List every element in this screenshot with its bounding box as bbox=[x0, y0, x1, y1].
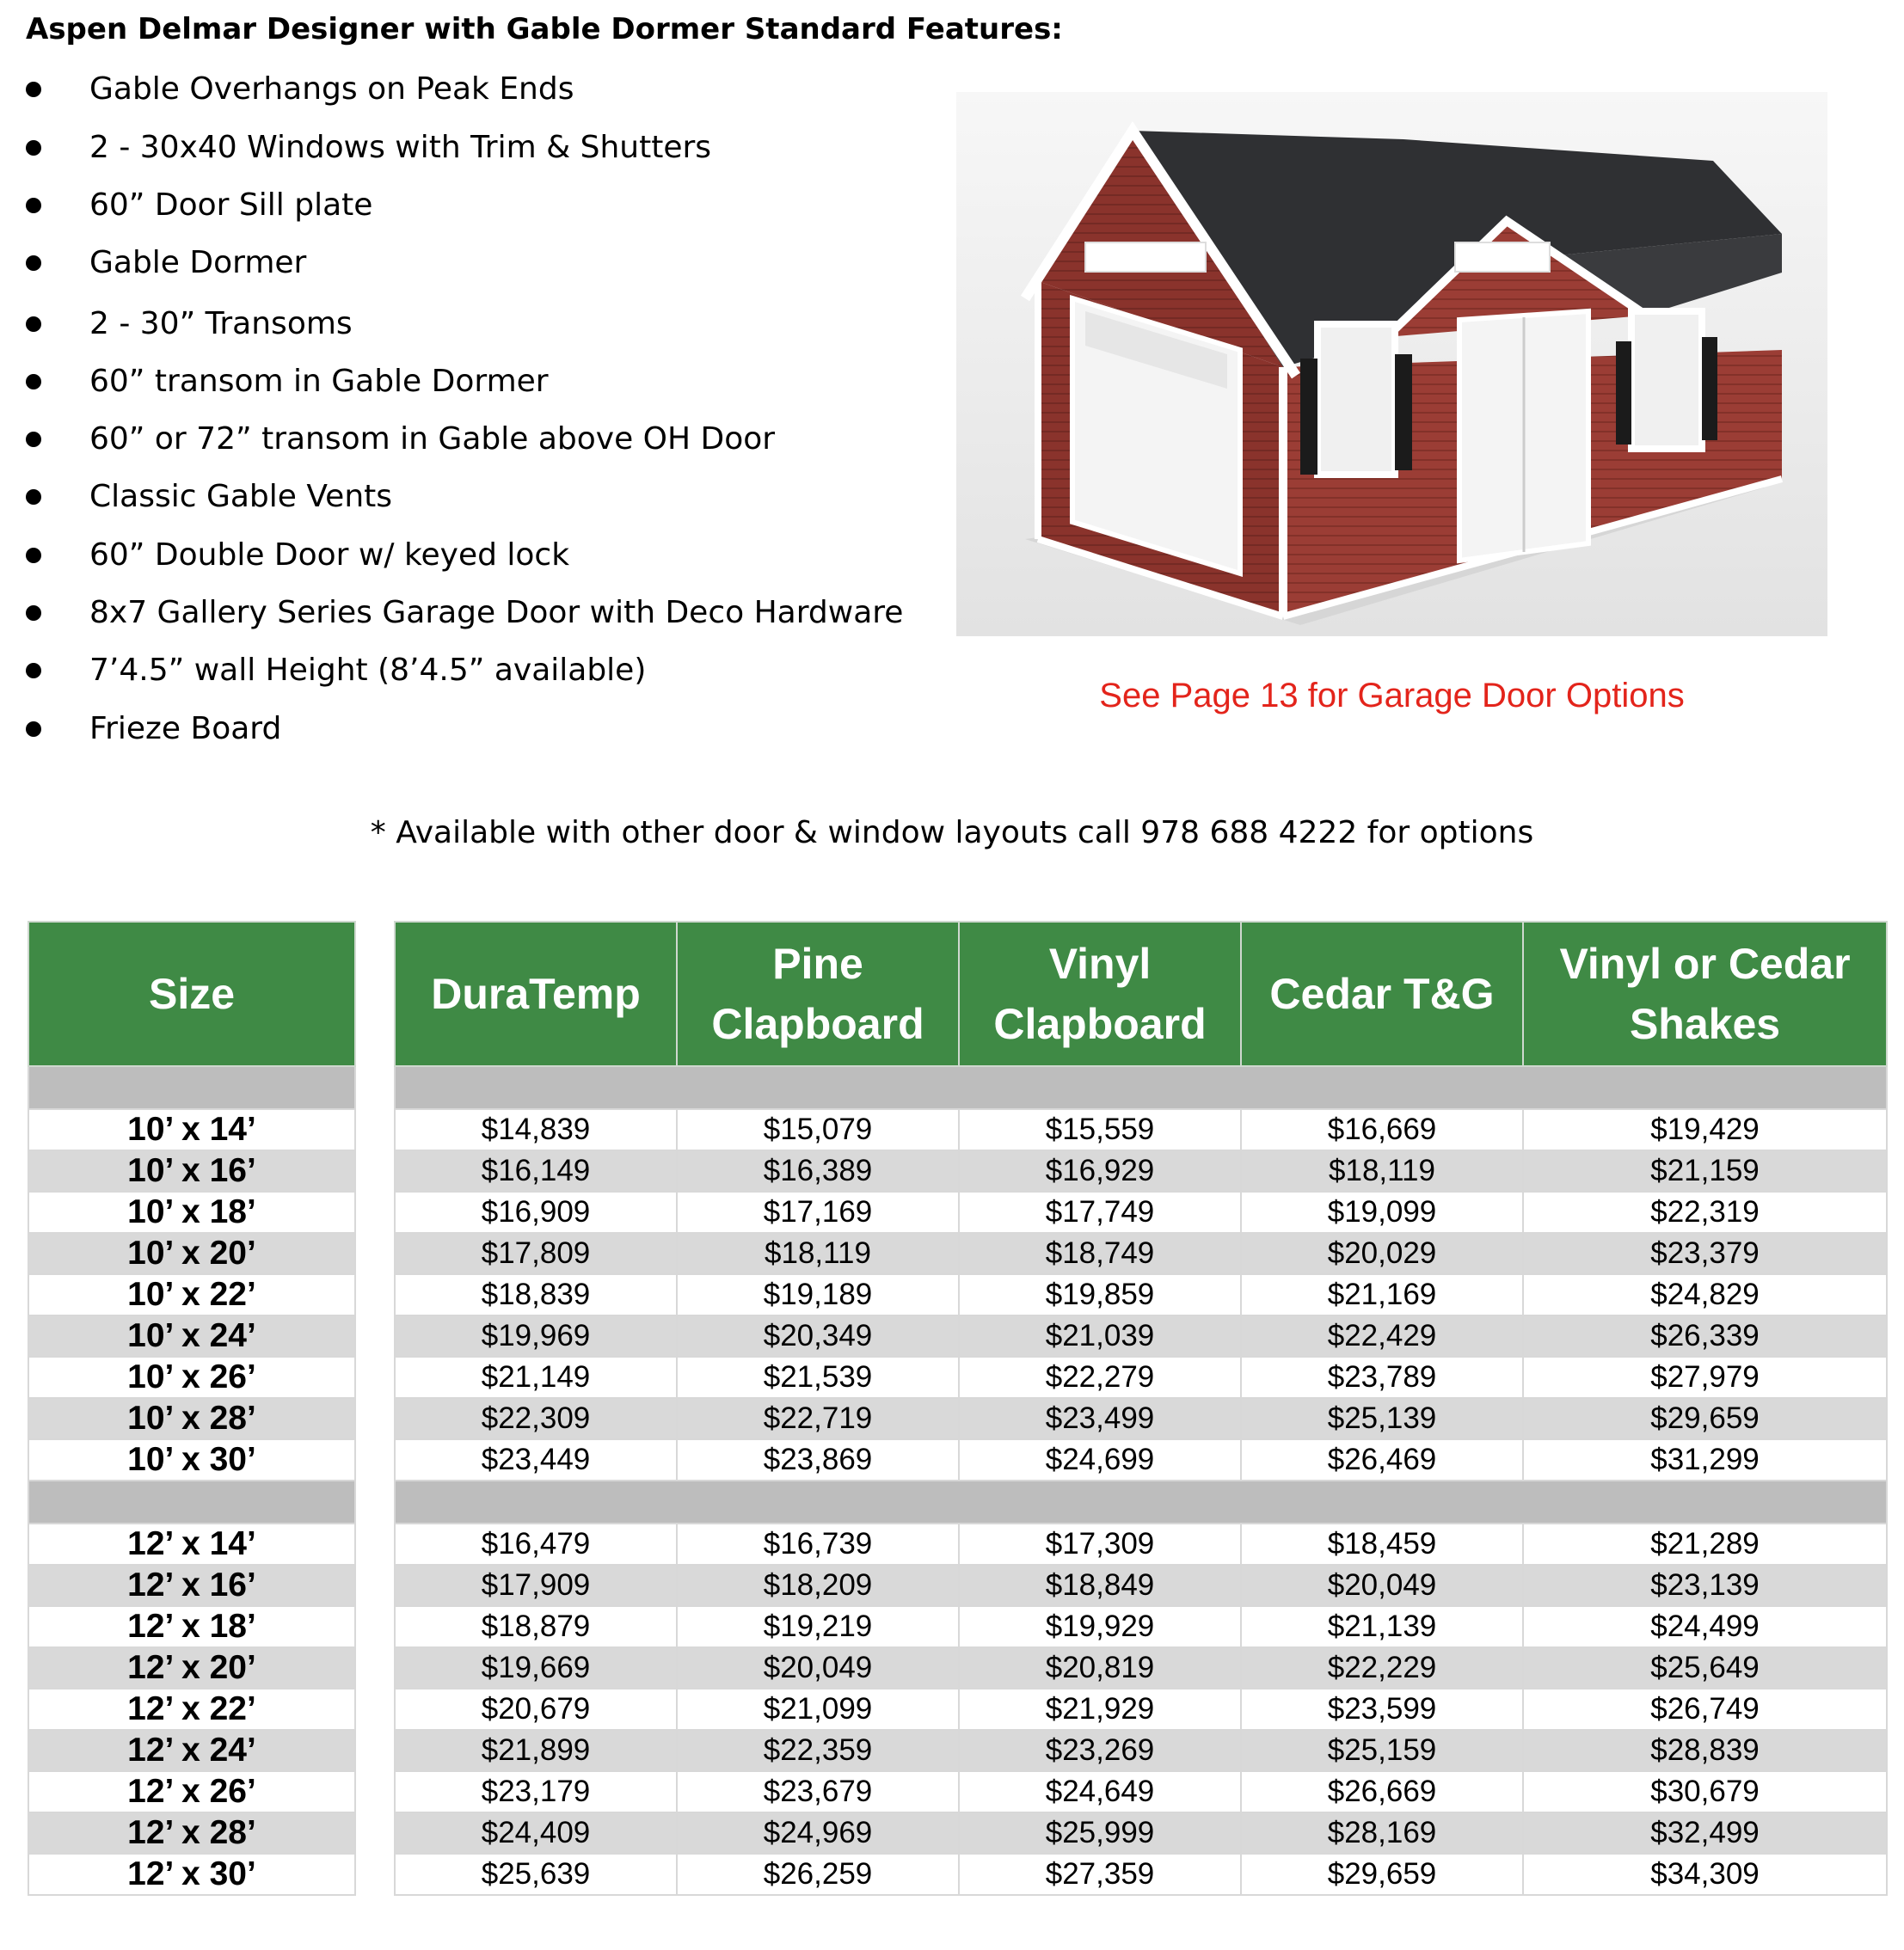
price-cell: $22,719 bbox=[677, 1398, 959, 1439]
table-row bbox=[28, 1812, 355, 1854]
table-row bbox=[28, 1439, 355, 1481]
bullet-icon bbox=[26, 548, 41, 563]
separator-cell bbox=[395, 1066, 1887, 1109]
table-row bbox=[395, 1315, 1887, 1357]
feature-text: Frieze Board bbox=[89, 711, 282, 746]
price-cell: $19,859 bbox=[959, 1274, 1241, 1315]
size-cell: 10’ x 14’ bbox=[28, 1109, 355, 1150]
table-row bbox=[395, 1233, 1887, 1274]
price-cell: $17,909 bbox=[395, 1565, 677, 1606]
price-cell: $18,119 bbox=[1241, 1150, 1523, 1192]
table-row bbox=[28, 1524, 355, 1565]
table-row bbox=[395, 1730, 1887, 1771]
feature-text: 8x7 Gallery Series Garage Door with Deco Hardware bbox=[89, 595, 904, 630]
bullet-icon bbox=[26, 374, 41, 389]
group-separator bbox=[28, 1066, 355, 1109]
table-row bbox=[395, 1771, 1887, 1812]
bullet-icon bbox=[26, 198, 41, 213]
price-cell: $16,909 bbox=[395, 1192, 677, 1233]
size-header: Size bbox=[28, 922, 355, 1066]
size-cell: 12’ x 30’ bbox=[28, 1854, 355, 1895]
price-cell: $16,929 bbox=[959, 1150, 1241, 1192]
table-row bbox=[28, 1150, 355, 1192]
size-cell: 12’ x 14’ bbox=[28, 1524, 355, 1565]
price-cell: $29,659 bbox=[1523, 1398, 1887, 1439]
price-cell: $18,749 bbox=[959, 1233, 1241, 1274]
price-cell: $15,559 bbox=[959, 1109, 1241, 1150]
price-cell: $20,349 bbox=[677, 1315, 959, 1357]
feature-text: Gable Overhangs on Peak Ends bbox=[89, 71, 574, 107]
price-cell: $26,749 bbox=[1523, 1689, 1887, 1730]
table-row bbox=[28, 1357, 355, 1398]
bullet-icon bbox=[26, 605, 41, 621]
price-cell: $22,229 bbox=[1241, 1647, 1523, 1689]
price-cell: $24,699 bbox=[959, 1439, 1241, 1481]
table-row bbox=[395, 1192, 1887, 1233]
group-separator bbox=[395, 1481, 1887, 1524]
price-cell: $19,219 bbox=[677, 1606, 959, 1647]
separator-cell bbox=[28, 1066, 355, 1109]
price-cell: $24,969 bbox=[677, 1812, 959, 1854]
table-row bbox=[28, 1771, 355, 1812]
column-header: DuraTemp bbox=[395, 922, 677, 1066]
table-row bbox=[28, 1315, 355, 1357]
price-cell: $17,169 bbox=[677, 1192, 959, 1233]
size-table bbox=[28, 921, 356, 1896]
price-cell: $21,099 bbox=[677, 1689, 959, 1730]
price-cell: $21,149 bbox=[395, 1357, 677, 1398]
price-cell: $27,359 bbox=[959, 1854, 1241, 1895]
price-cell: $22,359 bbox=[677, 1730, 959, 1771]
price-cell: $22,319 bbox=[1523, 1192, 1887, 1233]
size-cell: 10’ x 16’ bbox=[28, 1150, 355, 1192]
price-cell: $21,159 bbox=[1523, 1150, 1887, 1192]
table-row bbox=[28, 1606, 355, 1647]
feature-text: 7’4.5” wall Height (8’4.5” available) bbox=[89, 653, 647, 688]
group-separator bbox=[28, 1481, 355, 1524]
price-cell: $18,209 bbox=[677, 1565, 959, 1606]
price-cell: $16,149 bbox=[395, 1150, 677, 1192]
feature-text: 60” or 72” transom in Gable above OH Door bbox=[89, 421, 776, 457]
size-cell: 12’ x 20’ bbox=[28, 1647, 355, 1689]
price-cell: $32,499 bbox=[1523, 1812, 1887, 1854]
price-cell: $30,679 bbox=[1523, 1771, 1887, 1812]
price-cell: $25,999 bbox=[959, 1812, 1241, 1854]
table-row bbox=[395, 1647, 1887, 1689]
price-cell: $21,899 bbox=[395, 1730, 677, 1771]
feature-text: 2 - 30x40 Windows with Trim & Shutters bbox=[89, 130, 712, 165]
price-cell: $20,049 bbox=[1241, 1565, 1523, 1606]
price-cell: $19,429 bbox=[1523, 1109, 1887, 1150]
price-cell: $21,929 bbox=[959, 1689, 1241, 1730]
feature-text: 60” Double Door w/ keyed lock bbox=[89, 537, 570, 573]
price-cell: $21,539 bbox=[677, 1357, 959, 1398]
price-cell: $23,789 bbox=[1241, 1357, 1523, 1398]
separator-cell bbox=[28, 1481, 355, 1524]
garage-door-note: See Page 13 for Garage Door Options bbox=[1099, 677, 1685, 714]
price-cell: $23,379 bbox=[1523, 1233, 1887, 1274]
table-row bbox=[28, 1192, 355, 1233]
price-cell: $28,169 bbox=[1241, 1812, 1523, 1854]
table-row bbox=[395, 1150, 1887, 1192]
shed-illustration bbox=[956, 92, 1827, 636]
size-cell: 12’ x 16’ bbox=[28, 1565, 355, 1606]
price-cell: $23,449 bbox=[395, 1439, 677, 1481]
price-cell: $19,099 bbox=[1241, 1192, 1523, 1233]
table-row bbox=[28, 1109, 355, 1150]
size-cell: 10’ x 22’ bbox=[28, 1274, 355, 1315]
bullet-icon bbox=[26, 316, 41, 332]
table-row bbox=[28, 1274, 355, 1315]
size-cell: 10’ x 30’ bbox=[28, 1439, 355, 1481]
price-cell: $31,299 bbox=[1523, 1439, 1887, 1481]
bullet-icon bbox=[26, 432, 41, 447]
price-cell: $28,839 bbox=[1523, 1730, 1887, 1771]
bullet-icon bbox=[26, 82, 41, 97]
table-row bbox=[395, 1854, 1887, 1895]
size-cell: 10’ x 18’ bbox=[28, 1192, 355, 1233]
price-cell: $20,819 bbox=[959, 1647, 1241, 1689]
feature-text: 60” Door Sill plate bbox=[89, 187, 373, 223]
price-cell: $16,669 bbox=[1241, 1109, 1523, 1150]
price-cell: $25,649 bbox=[1523, 1647, 1887, 1689]
price-cell: $25,159 bbox=[1241, 1730, 1523, 1771]
price-cell: $29,659 bbox=[1241, 1854, 1523, 1895]
price-cell: $23,139 bbox=[1523, 1565, 1887, 1606]
price-cell: $23,269 bbox=[959, 1730, 1241, 1771]
size-cell: 10’ x 28’ bbox=[28, 1398, 355, 1439]
table-row bbox=[395, 1439, 1887, 1481]
size-cell: 12’ x 26’ bbox=[28, 1771, 355, 1812]
price-cell: $23,869 bbox=[677, 1439, 959, 1481]
price-cell: $19,929 bbox=[959, 1606, 1241, 1647]
table-row bbox=[28, 1565, 355, 1606]
table-row bbox=[395, 1274, 1887, 1315]
size-cell: 10’ x 20’ bbox=[28, 1233, 355, 1274]
price-cell: $26,469 bbox=[1241, 1439, 1523, 1481]
bullet-icon bbox=[26, 663, 41, 678]
size-cell: 10’ x 24’ bbox=[28, 1315, 355, 1357]
price-cell: $17,309 bbox=[959, 1524, 1241, 1565]
price-cell: $21,039 bbox=[959, 1315, 1241, 1357]
table-row bbox=[28, 1647, 355, 1689]
table-row bbox=[395, 1524, 1887, 1565]
column-header: Pine Clapboard bbox=[677, 922, 959, 1066]
separator-cell bbox=[395, 1481, 1887, 1524]
feature-text: 2 - 30” Transoms bbox=[89, 306, 353, 341]
price-cell: $20,029 bbox=[1241, 1233, 1523, 1274]
table-row bbox=[395, 1398, 1887, 1439]
column-header: Vinyl or Cedar Shakes bbox=[1523, 922, 1887, 1066]
feature-text: Classic Gable Vents bbox=[89, 479, 393, 514]
price-cell: $18,849 bbox=[959, 1565, 1241, 1606]
table-row bbox=[395, 1606, 1887, 1647]
bullet-icon bbox=[26, 489, 41, 505]
feature-text: Gable Dormer bbox=[89, 245, 307, 280]
availability-note: * Available with other door & window layouts call 978 688 4222 for options bbox=[370, 815, 1534, 850]
price-cell: $25,639 bbox=[395, 1854, 677, 1895]
column-header: Vinyl Clapboard bbox=[959, 922, 1241, 1066]
bullet-icon bbox=[26, 721, 41, 737]
price-cell: $24,499 bbox=[1523, 1606, 1887, 1647]
price-cell: $18,119 bbox=[677, 1233, 959, 1274]
size-cell: 12’ x 28’ bbox=[28, 1812, 355, 1854]
bullet-icon bbox=[26, 255, 41, 271]
price-cell: $23,679 bbox=[677, 1771, 959, 1812]
price-cell: $25,139 bbox=[1241, 1398, 1523, 1439]
size-cell: 12’ x 24’ bbox=[28, 1730, 355, 1771]
price-cell: $20,679 bbox=[395, 1689, 677, 1730]
table-row bbox=[395, 1357, 1887, 1398]
price-cell: $34,309 bbox=[1523, 1854, 1887, 1895]
group-separator bbox=[395, 1066, 1887, 1109]
size-cell: 12’ x 18’ bbox=[28, 1606, 355, 1647]
price-cell: $27,979 bbox=[1523, 1357, 1887, 1398]
size-cell: 12’ x 22’ bbox=[28, 1689, 355, 1730]
price-cell: $19,189 bbox=[677, 1274, 959, 1315]
price-cell: $24,409 bbox=[395, 1812, 677, 1854]
price-cell: $21,169 bbox=[1241, 1274, 1523, 1315]
price-cell: $16,389 bbox=[677, 1150, 959, 1192]
size-cell: 10’ x 26’ bbox=[28, 1357, 355, 1398]
table-row bbox=[28, 1689, 355, 1730]
table-row bbox=[395, 1109, 1887, 1150]
price-cell: $21,139 bbox=[1241, 1606, 1523, 1647]
feature-text: 60” transom in Gable Dormer bbox=[89, 364, 549, 399]
table-row bbox=[395, 1689, 1887, 1730]
price-cell: $15,079 bbox=[677, 1109, 959, 1150]
price-cell: $23,499 bbox=[959, 1398, 1241, 1439]
table-row bbox=[395, 1565, 1887, 1606]
price-cell: $26,339 bbox=[1523, 1315, 1887, 1357]
table-row bbox=[28, 1398, 355, 1439]
table-row bbox=[28, 1854, 355, 1895]
price-cell: $16,739 bbox=[677, 1524, 959, 1565]
price-cell: $24,829 bbox=[1523, 1274, 1887, 1315]
price-cell: $22,279 bbox=[959, 1357, 1241, 1398]
bullet-icon bbox=[26, 140, 41, 156]
price-cell: $19,969 bbox=[395, 1315, 677, 1357]
price-cell: $17,749 bbox=[959, 1192, 1241, 1233]
table-row bbox=[28, 1233, 355, 1274]
price-cell: $22,309 bbox=[395, 1398, 677, 1439]
table-row bbox=[28, 1730, 355, 1771]
price-cell: $20,049 bbox=[677, 1647, 959, 1689]
price-cell: $14,839 bbox=[395, 1109, 677, 1150]
price-cell: $16,479 bbox=[395, 1524, 677, 1565]
price-cell: $17,809 bbox=[395, 1233, 677, 1274]
price-table bbox=[394, 921, 1888, 1896]
price-cell: $19,669 bbox=[395, 1647, 677, 1689]
page-title: Aspen Delmar Designer with Gable Dormer Standard Features: bbox=[26, 12, 1063, 46]
price-cell: $24,649 bbox=[959, 1771, 1241, 1812]
price-cell: $18,839 bbox=[395, 1274, 677, 1315]
price-cell: $18,879 bbox=[395, 1606, 677, 1647]
price-cell: $23,179 bbox=[395, 1771, 677, 1812]
price-cell: $18,459 bbox=[1241, 1524, 1523, 1565]
price-cell: $23,599 bbox=[1241, 1689, 1523, 1730]
column-header: Cedar T&G bbox=[1241, 922, 1523, 1066]
price-cell: $26,669 bbox=[1241, 1771, 1523, 1812]
price-cell: $26,259 bbox=[677, 1854, 959, 1895]
price-cell: $21,289 bbox=[1523, 1524, 1887, 1565]
price-cell: $22,429 bbox=[1241, 1315, 1523, 1357]
table-row bbox=[395, 1812, 1887, 1854]
